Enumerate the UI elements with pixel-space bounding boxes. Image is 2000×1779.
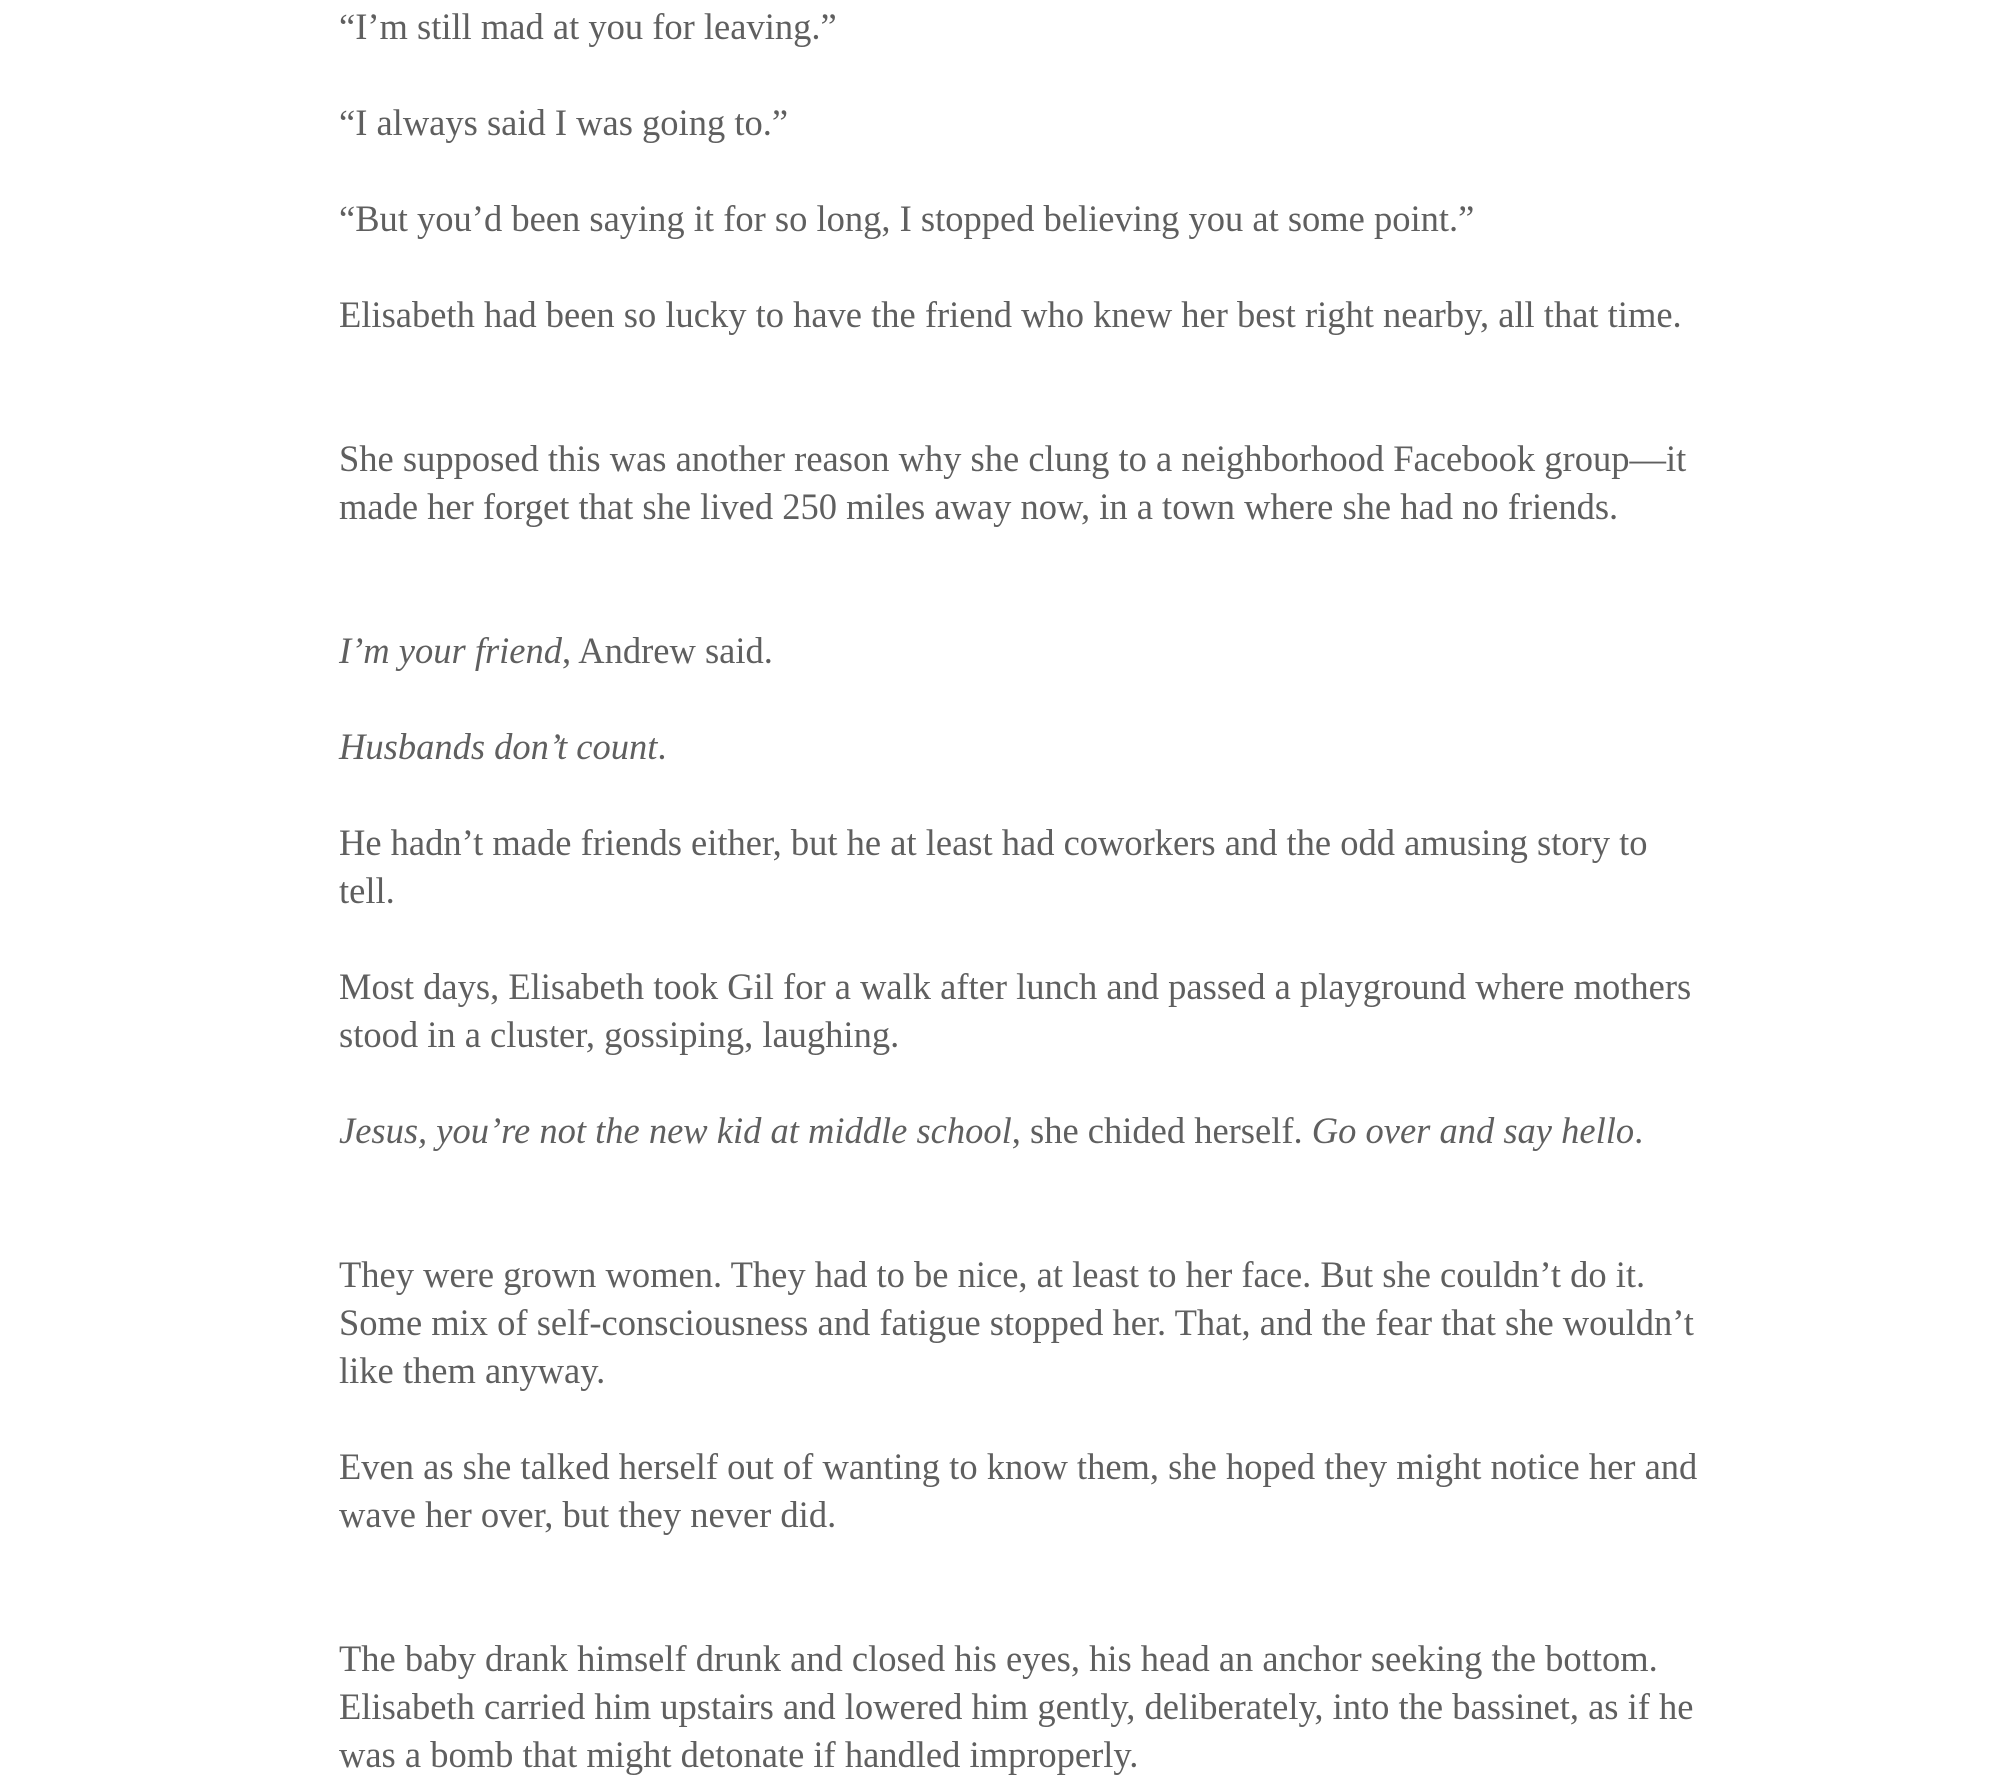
paragraph-13: The baby drank himself drunk and closed his eyes, his head an anchor seeking the bottom. Elisabeth carried him upstairs and lowered him gently, deliberately, into the bassinet, as if he was a bomb that might detonate if handled improperly. <box>339 1638 1694 1775</box>
paragraph-3: “But you’d been saying it for so long, I stopped believing you at some point.” <box>339 198 1475 239</box>
paragraph-4: Elisabeth had been so lucky to have the friend who knew her best right nearby, all that time. <box>339 294 1682 335</box>
italic-thought: I’m your friend <box>339 630 563 671</box>
paragraph-6 <box>339 627 1699 675</box>
paragraph-2: “I always said I was going to.” <box>339 102 789 143</box>
italic-thought: Jesus, you’re not the new kid at middle school <box>339 1110 1012 1151</box>
paragraph-5: She supposed this was another reason why she clung to a neighborhood Facebook group—it made her forget that she lived 250 miles away now, in a town where she had no friends. <box>339 438 1687 527</box>
paragraph-text: . <box>657 726 667 767</box>
paragraph-8: He hadn’t made friends either, but he at least had coworkers and the odd amusing story to tell. <box>339 822 1648 911</box>
paragraph-text: , Andrew said. <box>562 630 773 671</box>
paragraph-10 <box>339 1107 1699 1155</box>
paragraph-7 <box>339 723 1699 771</box>
paragraph-9: Most days, Elisabeth took Gil for a walk after lunch and passed a playground where mothers stood in a cluster, gossiping, laughing. <box>339 966 1692 1055</box>
paragraph-12: Even as she talked herself out of wanting to know them, she hoped they might notice her and wave her over, but they never did. <box>339 1446 1698 1535</box>
italic-thought: Husbands don’t count <box>339 726 658 767</box>
paragraph-text: , she chided herself. <box>1011 1110 1312 1151</box>
italic-thought: Go over and say hello <box>1311 1110 1635 1151</box>
paragraph-1: “I’m still mad at you for leaving.” <box>339 6 837 47</box>
paragraph-text: . <box>1634 1110 1644 1151</box>
paragraph-11: They were grown women. They had to be nice, at least to her face. But she couldn’t do it. Some mix of self-consciousness and fatigue stopped her. That, and the fear that she wouldn’t like them anyway. <box>339 1254 1694 1391</box>
